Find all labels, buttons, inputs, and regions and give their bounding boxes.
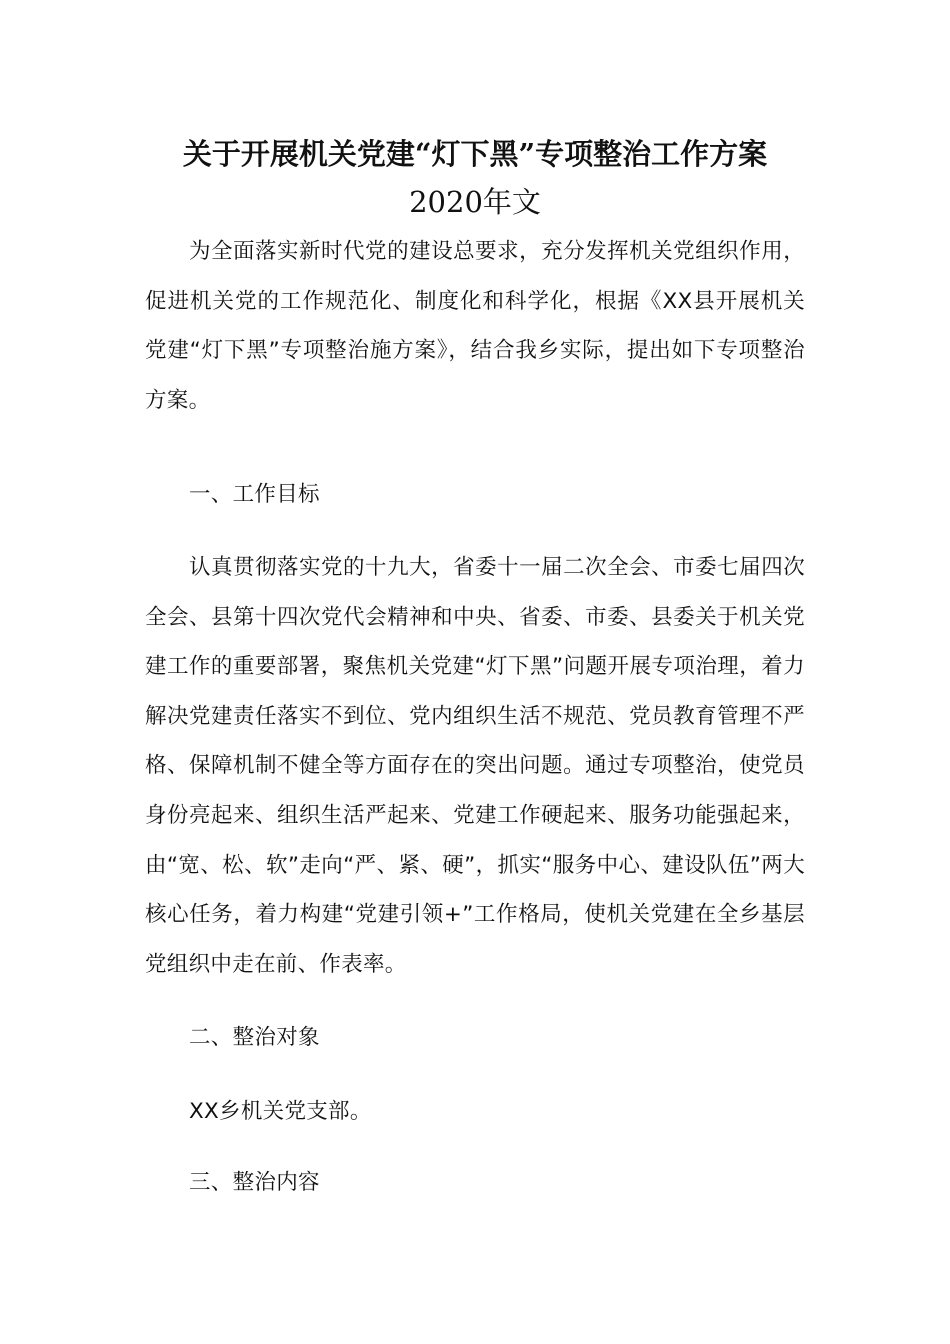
goals-paragraph: 认真贯彻落实党的十九大，省委十一届二次全会、市委七届四次全会、县第十四次党代会精神和中央、省委、市委、县委关于机关党建工作的重要部署，聚焦机关党建“灯下黑”问题开展专项治理，着力解决党建责任落实不到位、党内组织生活不规范、党员教育管理不严格、保障机制不健全等方面存在的突出问题。通过专项整治，使党员身份亮起来、组织生活严起来、党建工作硬起来、服务功能强起来，由“宽、松、软”走向“严、紧、硬”，抓实“服务中心、建设队伍”两大核心任务，着力构建“党建引领+”工作格局，使机关党建在全乡基层党组织中走在前、作表率。 xyxy=(145,555,805,977)
targets-paragraph: XX乡机关党支部。 xyxy=(189,1099,372,1124)
document-title: 关于开展机关党建“灯下黑”专项整治工作方案 xyxy=(182,137,768,171)
section-heading-goals: 一、工作目标 xyxy=(189,482,320,507)
intro-paragraph: 为全面落实新时代党的建设总要求，充分发挥机关党组织作用，促进机关党的工作规范化、制度化和科学化，根据《XX县开展机关党建“灯下黑”专项整治施方案》，结合我乡实际，提出如下专项整治方案。 xyxy=(145,239,805,413)
document-subtitle: 2020年文 xyxy=(409,185,541,219)
section-heading-content: 三、整治内容 xyxy=(189,1170,320,1195)
section-heading-targets: 二、整治对象 xyxy=(189,1025,320,1050)
